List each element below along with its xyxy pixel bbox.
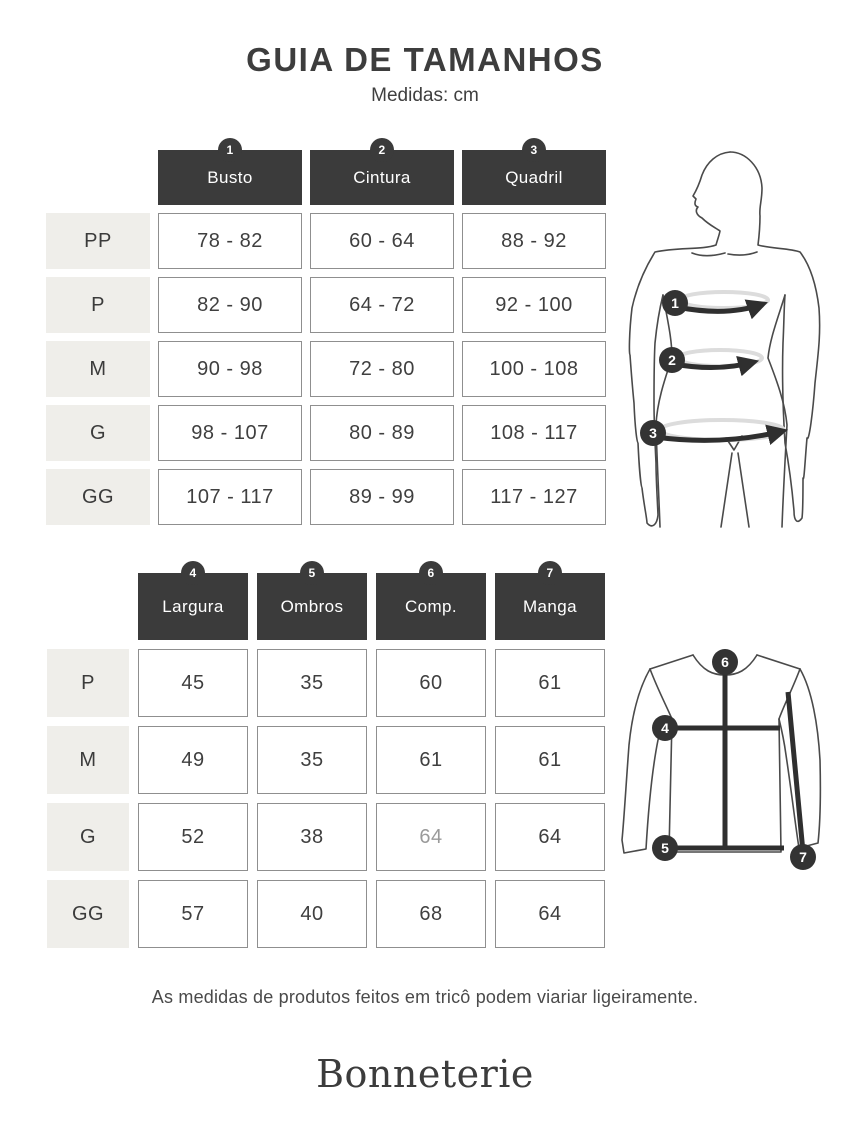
measurement-cell: 108 - 117 [462, 405, 606, 461]
measurement-cell: 82 - 90 [158, 277, 302, 333]
column-header-quadril [462, 143, 606, 205]
measurement-cell: 40 [257, 880, 367, 948]
measurement-cell: 64 [495, 880, 605, 948]
size-label-gg: GG [46, 469, 150, 525]
knitwear-disclaimer: As medidas de produtos feitos em tricô podem viariar ligeiramente. [151, 987, 699, 1007]
measurement-cell: 52 [138, 803, 248, 871]
measurement-cell: 89 - 99 [310, 469, 454, 525]
column-header-label: Busto [207, 167, 253, 187]
body-measurements-table [46, 143, 606, 525]
size-label-m: M [46, 341, 150, 397]
column-header-label: Cintura [353, 167, 411, 187]
column-header-busto [158, 143, 302, 205]
measurement-cell: 100 - 108 [462, 341, 606, 397]
measurement-cell: 107 - 117 [158, 469, 302, 525]
garment-measurements-table [47, 566, 605, 948]
sweater-illustration [618, 645, 833, 875]
column-marker-7: 7 [538, 561, 562, 585]
garment-measurement-lines [665, 662, 803, 852]
table-corner-spacer [46, 150, 150, 205]
marker-2-number: 2 [668, 352, 676, 368]
measurement-cell: 92 - 100 [462, 277, 606, 333]
column-marker-1: 1 [218, 138, 242, 162]
measurement-cell: 61 [376, 726, 486, 794]
brand-logo: Bonneterie [316, 1052, 534, 1096]
body-figure-illustration [622, 143, 842, 543]
size-label-g: G [47, 803, 129, 871]
column-marker-4: 4 [181, 561, 205, 585]
measurement-cell: 60 [376, 649, 486, 717]
marker-1-number: 1 [671, 295, 679, 311]
measurement-cell: 64 [376, 803, 486, 871]
measurement-cell: 61 [495, 649, 605, 717]
column-header-manga [495, 566, 605, 640]
measurement-cell: 80 - 89 [310, 405, 454, 461]
column-header-label: Largura [162, 596, 224, 616]
column-marker-2: 2 [370, 138, 394, 162]
measurement-cell: 88 - 92 [462, 213, 606, 269]
column-marker-6: 6 [419, 561, 443, 585]
sweater-outline [622, 655, 820, 853]
measurement-cell: 35 [257, 726, 367, 794]
measurement-cell: 68 [376, 880, 486, 948]
column-header-label: Ombros [280, 596, 344, 616]
garment-measurement-markers [652, 649, 816, 870]
measurement-cell: 61 [495, 726, 605, 794]
column-header-label: Manga [523, 596, 577, 616]
measurement-cell: 38 [257, 803, 367, 871]
table-corner-spacer [47, 573, 129, 640]
column-header-cintura [310, 143, 454, 205]
marker-3-number: 3 [649, 425, 657, 441]
measurement-cell: 57 [138, 880, 248, 948]
measurement-cell: 45 [138, 649, 248, 717]
size-label-gg: GG [47, 880, 129, 948]
measurement-cell: 98 - 107 [158, 405, 302, 461]
size-label-g: G [46, 405, 150, 461]
measurement-cell: 64 [495, 803, 605, 871]
measurement-unit-subtitle: Medidas: cm [371, 85, 479, 106]
column-header-label: Comp. [404, 596, 458, 616]
measurement-cell: 72 - 80 [310, 341, 454, 397]
measurement-cell: 35 [257, 649, 367, 717]
body-outline [629, 152, 819, 527]
measurement-cell: 117 - 127 [462, 469, 606, 525]
size-label-p: P [46, 277, 150, 333]
column-header-ombros [257, 566, 367, 640]
measurement-cell: 64 - 72 [310, 277, 454, 333]
measurement-cell: 90 - 98 [158, 341, 302, 397]
size-label-p: P [47, 649, 129, 717]
marker-7-number: 7 [799, 849, 807, 865]
page-title: GUIA DE TAMANHOS [246, 41, 604, 78]
column-header-label: Quadril [505, 167, 563, 187]
size-label-m: M [47, 726, 129, 794]
marker-6-number: 6 [721, 654, 729, 670]
column-header-comp [376, 566, 486, 640]
marker-4-number: 4 [661, 720, 669, 736]
measurement-cell: 49 [138, 726, 248, 794]
measurement-cell: 60 - 64 [310, 213, 454, 269]
measurement-cell: 78 - 82 [158, 213, 302, 269]
column-marker-5: 5 [300, 561, 324, 585]
column-header-largura [138, 566, 248, 640]
size-label-pp: PP [46, 213, 150, 269]
marker-5-number: 5 [661, 840, 669, 856]
column-marker-3: 3 [522, 138, 546, 162]
